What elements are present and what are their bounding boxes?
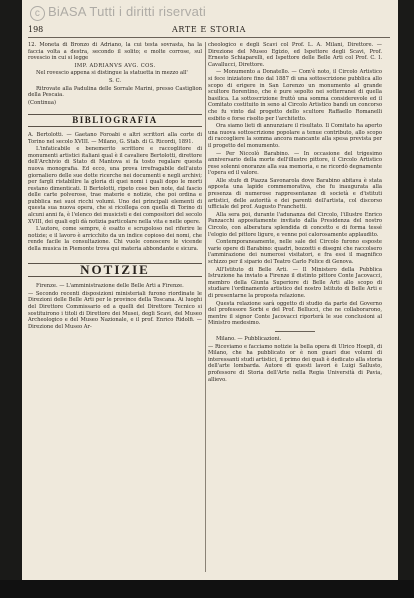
- watermark-text: BiASA Tutti i diritti riservati: [48, 4, 206, 19]
- journal-title: ARTE E STORIA: [172, 25, 246, 34]
- copyright-icon: c: [30, 6, 45, 21]
- barabino-plaque: Alle stufe di Piazza Savonarola dove Barabino abitava è stata apposta una lapide commemorativa, che fu inaugurata alla presenza di numerose rappresentanze di società e d'istituti artistici, delle autorità e dei parenti dell'artista, col discorso ufficiale del prof. Augusto Franchetti.: [208, 177, 382, 211]
- separator: [275, 331, 315, 332]
- page-number: 198: [28, 25, 44, 34]
- donatello-subscription: Ora siamo lieti di annunziare il risultato. Il Comitato ha aperto una nuova sottoscrizione popolare a tenue contributo, allo scopo di raccogliere la somma ancora mancante alla spesa prevista per il progetto del monumento.: [208, 123, 382, 149]
- bibliography-review: L'infaticabile e benemerito scrittore e raccoglitore di monumenti artistici italiani qual è il cavaliere Bertolotti, direttore dell'Archivio di Stato di Mantova si fa tosto regalare questa nuova monografia. Ed ecco, una prova irrefragabile dell'aiuto giornaliero delle sue dotte ricerche nei documenti e negli archivi; per fargli ristabilire la gloria di quei nomi i quali dopo le morti restano dimenticati. Il Bertolotti, ripeto cose ben note, dal fascio delle carte polverose, trae materie e notizie, che poi ordina e pubblica nei suoi ricchi volumi. Uno dei principali elementi di questa sua nuova opera, che si ricollega con quella di Torino di alcuni anni fa, è l'elenco dei musicisti e dei compositori del secolo XVIII, dei quali egli dà notizia particolare nella vita e nelle opere.: [28, 146, 202, 225]
- notizie-heading: NOTIZIE: [28, 263, 202, 278]
- milano-heading: Milano. — Pubblicazioni.: [216, 335, 282, 342]
- continued-note: (Continua): [28, 99, 56, 106]
- barabino-heading: — Per Niccolò Barabino. — In occasione del trigesimo anniversario della morte dell'illustre pittore, il Circolo Artistico rese solenni onoranze alla sua memoria, e ne ricordò degnamente l'opera ed il valore.: [208, 150, 382, 177]
- firenze-heading: Firenze. — L'amministrazione delle Belle Arti a Firenze.: [36, 283, 184, 290]
- milano-text: — Riceviamo e facciamo notizie la bella opera di Ulrico Hoepli, di Milano, che ha pubblicato or è non guari due volumi di interessanti studi artistici, il primo dei quali è dedicato alla storia dell'arte lombarda. Autore di questi lavori è Luigi Sallusto, professore di Storia dell'Arte nella Regia Università di Pavia, allievo.: [208, 343, 382, 383]
- barabino-eulogy: Alla sera poi, durante l'adunanza del Circolo, l'illustre Enrico Panzacchi appositamente invitato dalla Presidenza del nostro Circolo, con alberatura splendida di concetto e di forma tessé l'elogio del pittore ligure, e venne poi calorosamente applaudito.: [208, 211, 382, 238]
- right-column: [208, 42, 382, 384]
- left-column: [28, 42, 202, 331]
- institute-report: Questa relazione sarà oggetto di studio da parte del Governo del professore Sorbi e del Prof. Bellucci, che ne collaborarono, mentre il signor Conte Jacovacci riporterà le sue conclusioni al Ministro medesimo.: [208, 300, 382, 327]
- coin-description: 12. Moneta di Bronzo di Adriano, la cui testa sovrasta, ha la faccia volta a destra, secondo il solito; e molte corrose, sul rovescio in cui si legge: [28, 42, 202, 62]
- bibliography-review-cont: L'autore, come sempre, è esatto e scrupoloso nel riferire le notizie; e il lavoro è arricchito da un indice copioso dei nomi, che rende facile la consultazione. Chi vuole conoscere le vicende della musica in Piemonte trova qui materia abbondante e sicura.: [28, 226, 202, 253]
- coin-mark: S. C.: [108, 77, 122, 84]
- bibliografia-heading: BIBLIOGRAFIA: [28, 114, 202, 127]
- document-page: [22, 0, 398, 598]
- find-location: Ritrovate alla Padulina delle Sorrale Marini, presso Castiglion della Pescaia.: [28, 85, 202, 99]
- coin-reverse: Nel rovescio appena si distingue la statuetta in mezzo all': [36, 70, 188, 77]
- page-header: [28, 25, 390, 38]
- barabino-exhibition: Contemporaneamente, nelle sale del Circolo furono esposte varie opere di Barabino: quadri, bozzetti e disegni che raccolsero l'ammirazione dei numerosi visitatori, e fra essi il magnifico schizzo per il sipario del Teatro Carlo Felice di Genova.: [208, 239, 382, 265]
- coin-legend: IMP. ADRIANVS AVG. COS.: [74, 62, 156, 69]
- museum-directors: cheologico e degli Scavi col Prof. L. A. Milani, Direttore. — Direzione del Museo Egizio, ed Ispettore degli Scavi, Prof. Ernesto Schiaparelli, ed Ispettore delle Belle Arti col Prof. C. I. Cavallucci, Direttore.: [208, 42, 382, 68]
- scan-border: [0, 580, 414, 598]
- firenze-text: — Secondo recenti disposizioni ministeriali furono riordinate le Direzioni delle Belle Arti per le province della Toscana. Ai luoghi del Direttore Commissario ed a quelli del Direttore Tecnico si sostituirono i titoli di Direttore dei Musei, degli Scavi, del Museo Archeologico e del Museo Nazionale, e il prof. Enrico Ridolfi. — Direzione del Museo Ar-: [28, 290, 202, 330]
- column-divider: [205, 42, 206, 572]
- watermark: [30, 4, 206, 21]
- belle-arti-institute: All'Istituto di Belle Arti. — Il Ministero della Pubblica Istruzione ha inviato a Firenze il distinto pittore Conte Jacovacci, membro della Giunta Superiore di Belle Arti allo scopo di studiare l'ordinamento artistico del nostro Istituto di Belle Arti e di presentarne la proposta relazione.: [208, 266, 382, 299]
- bibliography-reference: A. Bertolotti. — Gaetano Foroabi e altri scrittori alla corte di Torino nel secolo XVIII. — Milano, G. Stab. di G. Ricordi, 1891.: [28, 131, 202, 145]
- donatello-monument: — Monumento a Donatello. — Com'è noto, il Circolo Artistico si fece iniziatore fino dal 1887 di una sottoscrizione pubblica allo scopo di erigere in San Lorenzo un monumento al grande scultore fiorentino, che è pure sepolto nei sotterranei di quella basilica. La sottoscrizione fruttò una somma considerevole ed il Comitato costituito in seno al Circolo Artistico bandì un concorso che fu vinto dal progetto dello scultore Raffaello Romanelli esibito e forse risolto per l'architetto.: [208, 69, 382, 122]
